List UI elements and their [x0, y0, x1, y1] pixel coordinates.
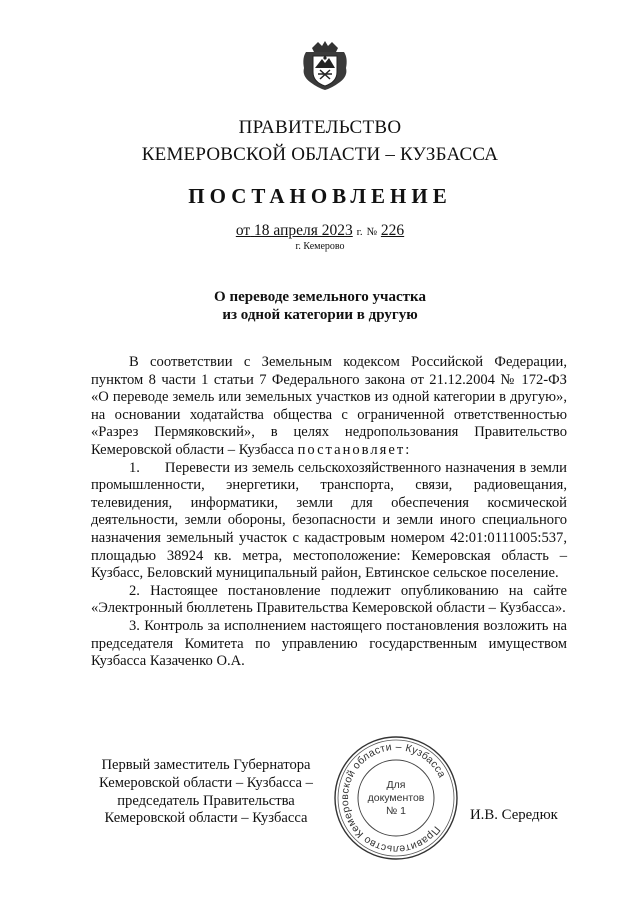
signatory-title-line2: Кемеровской области – Кузбасса – — [99, 774, 313, 791]
year-suffix: г. — [356, 226, 363, 238]
body-paragraph-preamble — [91, 354, 567, 460]
body-paragraph-item-1: 1. Перевести из земель сельскохозяйственного назначения в земли промышленности, энергетики, транспорта, связи, радиовещания, телевидения, информатики, земли для обеспечения космической деятельности, земли обороны, безопасности и земли иного специального назначения земельный участок с кадастровым номером 42:01:0111005:537, площадью 38924 кв. метра, местоположение: Кемеровская область – Кузбасс, Беловский муниципальный район, Евтинское сельское поселение. — [91, 459, 571, 582]
org-name-line2: КЕМЕРОВСКОЙ ОБЛАСТИ – КУЗБАССА — [141, 144, 499, 165]
stamp-center-line3: № 1 — [385, 805, 407, 817]
decrees-word: постановляет — [297, 441, 406, 458]
preamble-text: В соответствии с Земельным кодексом Российской Федерации, пунктом 8 части 1 статьи 7 Федерального закона от 21.12.2004 № 172-ФЗ «О переводе земель или земельных участков из одной категории в другую», на основании ходатайства общества с ограниченной ответственностью «Разрез Пермяковский», в целях недропользования Правительство Кемеровской области – Кузбасса — [91, 354, 567, 458]
document-number: 226 — [380, 222, 405, 239]
body-paragraph-item-3: 3. Контроль за исполнением настоящего постановления возложить на председателя Комитета по управлению государственным имуществом Кузбасса Казаченко О.А. — [91, 617, 567, 670]
date-prefix: от — [235, 222, 251, 239]
document-date: 18 апреля 2023 — [254, 222, 353, 239]
stamp-ring-text: Правительство Кемеровской области – Кузбасса — [338, 740, 448, 856]
number-sign: № — [366, 226, 378, 238]
body-paragraph-item-2: 2. Настоящее постановление подлежит опубликованию на сайте «Электронный бюллетень Правительства Кемеровской области – Кузбасса». — [91, 582, 567, 617]
document-type-title: ПОСТАНОВЛЕНИЕ — [188, 184, 452, 208]
signer-name: И.В. Середюк — [470, 807, 558, 823]
document-body — [91, 354, 571, 671]
city-name: г. Кемерово — [295, 241, 345, 252]
official-stamp — [331, 733, 461, 863]
signatory-title-line1: Первый заместитель Губернатора — [101, 757, 311, 773]
coat-of-arms-emblem — [298, 38, 352, 92]
preamble-colon: : — [405, 441, 410, 458]
stamp-center-line1: Для — [386, 779, 406, 791]
subject-line1: О переводе земельного участка — [214, 289, 426, 305]
subject-line2: из одной категории в другую — [222, 307, 418, 323]
signatory-title-line3: председатель Правительства — [117, 792, 295, 809]
date-number-line — [0, 222, 640, 240]
org-name-line1: ПРАВИТЕЛЬСТВО — [238, 117, 402, 138]
signatory-title-block — [86, 757, 326, 828]
stamp-center-line2: документов — [367, 792, 425, 804]
signatory-title-line4: Кемеровской области – Кузбасса — [104, 810, 308, 827]
